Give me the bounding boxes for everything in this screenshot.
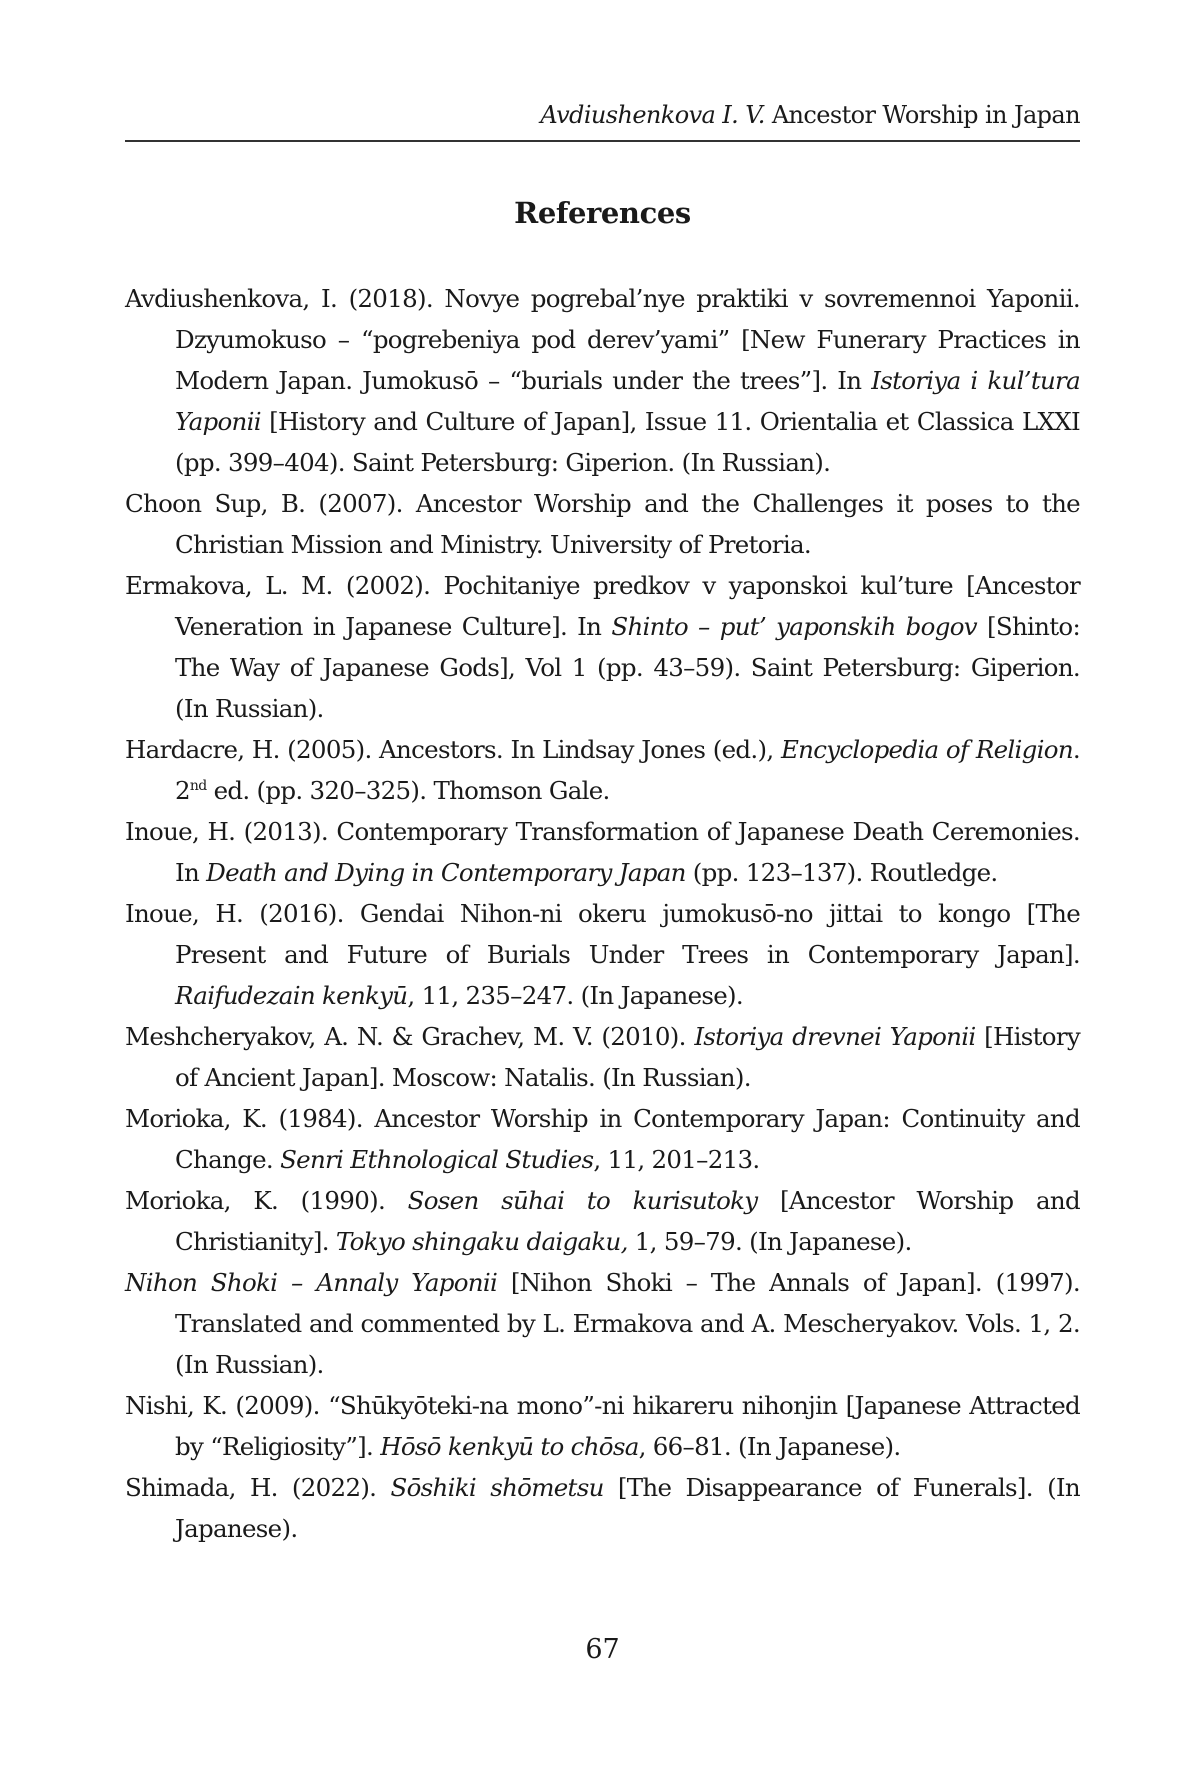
reference-text: Shimada, H. (2022). [125, 1473, 391, 1502]
header-rule [125, 140, 1080, 142]
reference-text: . 2 [175, 735, 1080, 805]
reference-entry [125, 811, 1080, 893]
reference-text: Inoue, H. (2016). Gendai Nihon-ni okeru jumokusō-no jittai to kongo [The Present and Future of Burials Under Trees in Contemporary Japan]. [125, 899, 1080, 969]
reference-text: Nishi, K. (2009). “Shūkyōteki-na mono”-ni hikareru nihonjin [Japanese Attracted by “Religiosity”]. [125, 1391, 1080, 1461]
running-header [125, 98, 1080, 132]
reference-title: Encyclopedia of Religion [780, 735, 1073, 764]
running-header-author: Avdiushenkova I. V. [540, 101, 765, 129]
reference-text: [Ancestor Worship and Christianity]. [175, 1186, 1080, 1256]
reference-text: [History and Culture of Japan], Issue 11. Orientalia et Classica LXXI (pp. 399–404). Saint Petersburg: Giperion. (In Russian). [175, 407, 1080, 477]
reference-title: Istoriya drevnei Yaponii [694, 1022, 976, 1051]
reference-title: Senri Ethnological Studies [280, 1145, 594, 1174]
reference-entry [125, 1467, 1080, 1549]
reference-entry [125, 893, 1080, 1016]
reference-entry [125, 565, 1080, 729]
reference-title: Istoriya i kul’tura Yaponii [175, 366, 1080, 436]
reference-text: , 66–81. (In Japanese). [638, 1432, 901, 1461]
reference-text: [The Disappearance of Funerals]. (In Japanese). [175, 1473, 1080, 1543]
reference-entry [125, 1098, 1080, 1180]
reference-text: Choon Sup, B. (2007). Ancestor Worship and the Challenges it poses to the Christian Mission and Ministry. University of Pretoria. [125, 489, 1080, 559]
reference-title: Shinto – put’ yaponskih bogov [611, 612, 977, 641]
reference-entry [125, 483, 1080, 565]
reference-text: Inoue, H. (2013). Contemporary Transformation of Japanese Death Ceremonies. In [125, 817, 1080, 887]
reference-entry [125, 1262, 1080, 1385]
reference-text: Hardacre, H. (2005). Ancestors. In Lindsay Jones (ed.), [125, 735, 781, 764]
reference-text: Meshcheryakov, A. N. & Grachev, M. V. (2010). [125, 1022, 695, 1051]
reference-superscript: nd [189, 778, 207, 794]
reference-entry [125, 729, 1080, 811]
reference-list [125, 278, 1080, 1549]
running-header-title: Ancestor Worship in Japan [771, 101, 1080, 129]
reference-text: [Shinto: The Way of Japanese Gods], Vol 1 (pp. 43–59). Saint Petersburg: Giperion. (In Russian). [175, 612, 1081, 723]
section-title: References [514, 196, 691, 230]
page-number: 67 [585, 1634, 620, 1665]
reference-text: (pp. 123–137). Routledge. [685, 858, 998, 887]
reference-text: , 11, 201–213. [593, 1145, 760, 1174]
reference-entry [125, 1385, 1080, 1467]
reference-title: Sosen sūhai to kurisutoky [407, 1186, 758, 1215]
reference-entry [125, 1180, 1080, 1262]
reference-title: Hōsō kenkyū to chōsa [380, 1432, 639, 1461]
reference-text: [History of Ancient Japan]. Moscow: Natalis. (In Russian). [175, 1022, 1080, 1092]
reference-text: 1, 59–79. (In Japanese). [627, 1227, 912, 1256]
reference-text: ed. (pp. 320–325). Thomson Gale. [206, 776, 610, 805]
reference-text: Morioka, K. (1990). [125, 1186, 408, 1215]
reference-text: Morioka, K. (1984). Ancestor Worship in Contemporary Japan: Continuity and Change. [125, 1104, 1080, 1174]
reference-title: Nihon Shoki – Annaly Yaponii [125, 1268, 498, 1297]
reference-text: Ermakova, L. M. (2002). Pochitaniye predkov v yaponskoi kul’ture [Ancestor Veneration in Japanese Culture]. In [125, 571, 1080, 641]
reference-text: [Nihon Shoki – The Annals of Japan]. (1997). Translated and commented by L. Ermakova and A. Mescheryakov. Vols. 1, 2. (In Russian). [175, 1268, 1080, 1379]
reference-title: Sōshiki shōmetsu [390, 1473, 604, 1502]
reference-entry [125, 1016, 1080, 1098]
reference-title: Tokyo shingaku daigaku, [335, 1227, 628, 1256]
reference-title: Death and Dying in Contemporary Japan [206, 858, 686, 887]
reference-text: Avdiushenkova, I. (2018). Novye pogrebal’nye praktiki v sovremennoi Yaponii. Dzyumokuso – “pogrebeniya pod derev’yami” [New Funerary Practices in Modern Japan. Jumokusō – “burials under the trees”]. In [125, 284, 1080, 395]
reference-entry [125, 278, 1080, 483]
reference-text: , 11, 235–247. (In Japanese). [407, 981, 743, 1010]
reference-title: Raifudezain kenkyū [175, 981, 408, 1010]
